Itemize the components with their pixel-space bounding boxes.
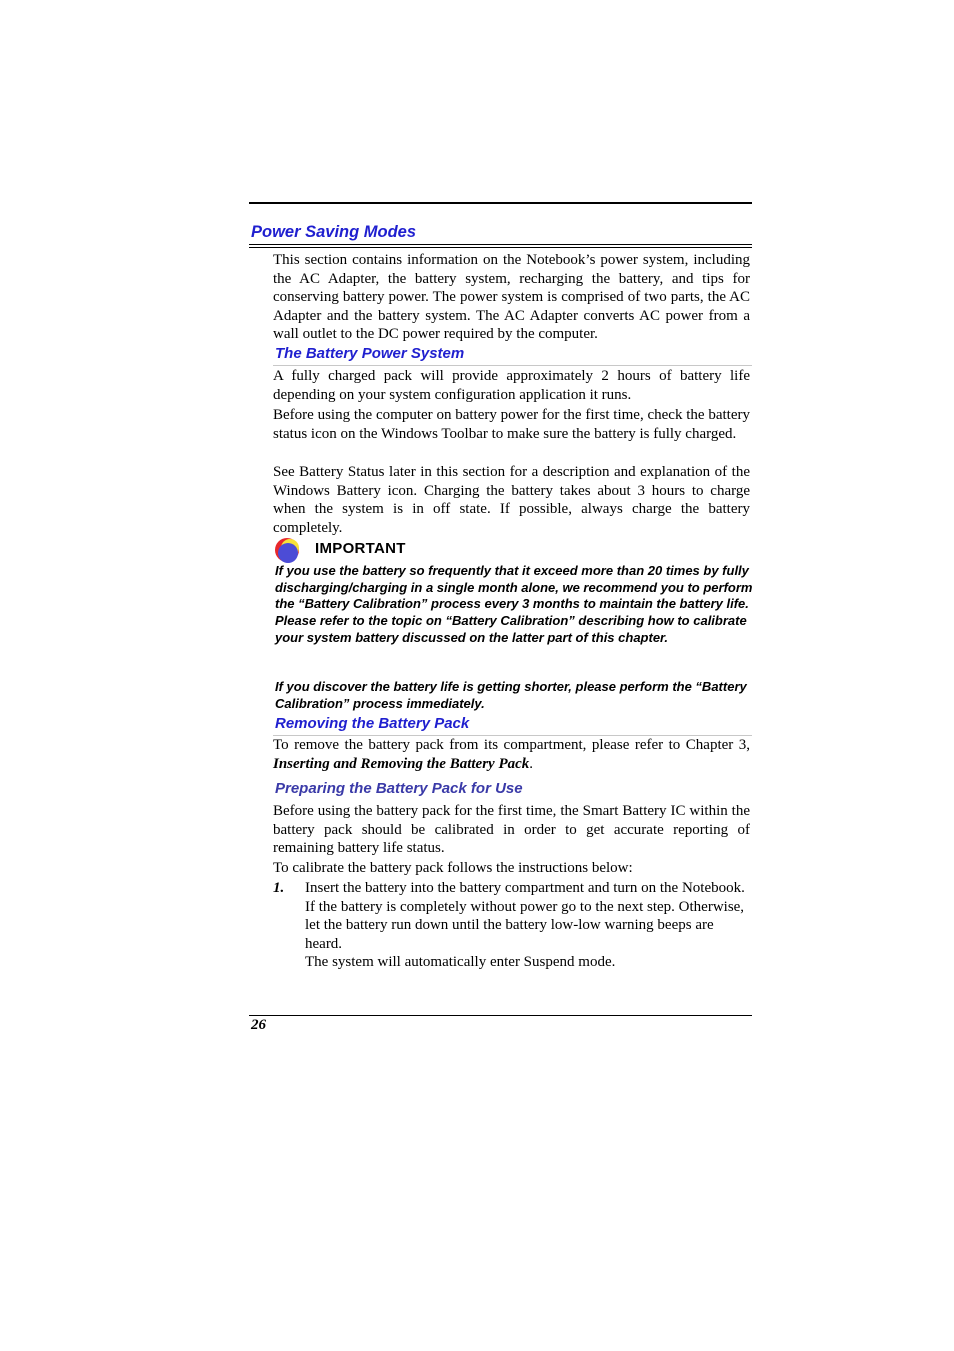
page-number: 26 [251,1017,266,1033]
battery-power-heading-rule [273,365,752,366]
battery-power-heading: The Battery Power System [275,345,465,362]
intro-paragraph: This section contains information on the Notebook’s power system, including the AC Adapter, the battery system, recharging the battery, and tips for conserving battery power. The power system is comprised of two parts, the AC Adapter and the battery system. The AC Adapter converts AC power from a wall outlet to the DC power required by the computer. [273,252,750,342]
removing-text: To remove the battery pack from its compartment, please refer to Chapter 3, [273,737,750,753]
important-note-2: If you discover the battery life is getting shorter, please perform the “Battery Calibration” process immediately. [275,679,747,711]
battery-paragraph-1: A fully charged pack will provide approximately 2 hours of battery life depending on your system configuration application it runs. [273,368,750,403]
title-rule-upper [249,244,752,245]
step-followup: The system will automatically enter Suspend mode. [305,954,616,970]
removing-reference: Inserting and Removing the Battery Pack [273,755,530,772]
title-rule-lower [249,247,752,248]
removing-heading: Removing the Battery Pack [275,715,470,732]
removing-text-end: . [529,755,534,772]
section-title: Power Saving Modes [251,223,417,241]
preparing-heading: Preparing the Battery Pack for Use [275,780,523,797]
step-number: 1. [273,880,285,896]
step-text: Insert the battery into the battery compartment and turn on the Notebook. If the battery is completely without power go to the next step. Otherwise, let the battery run down until the battery low-low warning beeps are heard. [305,880,745,952]
preparing-paragraph-2: To calibrate the battery pack follows the instructions below: [273,860,633,876]
header-rule [249,202,752,204]
footer-rule [249,1015,752,1016]
preparing-paragraph-1: Before using the battery pack for the first time, the Smart Battery IC within the battery pack should be calibrated in order to get accurate reporting of remaining battery life status. [273,803,750,856]
important-icon [274,537,302,565]
important-note-1: If you use the battery so frequently that it exceed more than 20 times by fully discharging/charging in a single month alone, we recommend you to perform the “Battery Calibration” process every 3 months to maintain the battery life. Please refer to the topic on “Battery Calibration” describing how to calibrate your system battery discussed on the latter part of this chapter. [275,563,753,645]
removing-paragraph [273,736,750,773]
battery-paragraph-2: Before using the computer on battery power for the first time, check the battery status icon on the Windows Toolbar to make sure the battery is fully charged. [273,407,750,442]
important-label: IMPORTANT [315,540,406,557]
battery-paragraph-3: See Battery Status later in this section for a description and explanation of the Windows Battery icon. Charging the battery takes about 3 hours to charge when the system is in off state. If possible, always charge the battery completely. [273,464,750,536]
step-body [305,879,750,972]
